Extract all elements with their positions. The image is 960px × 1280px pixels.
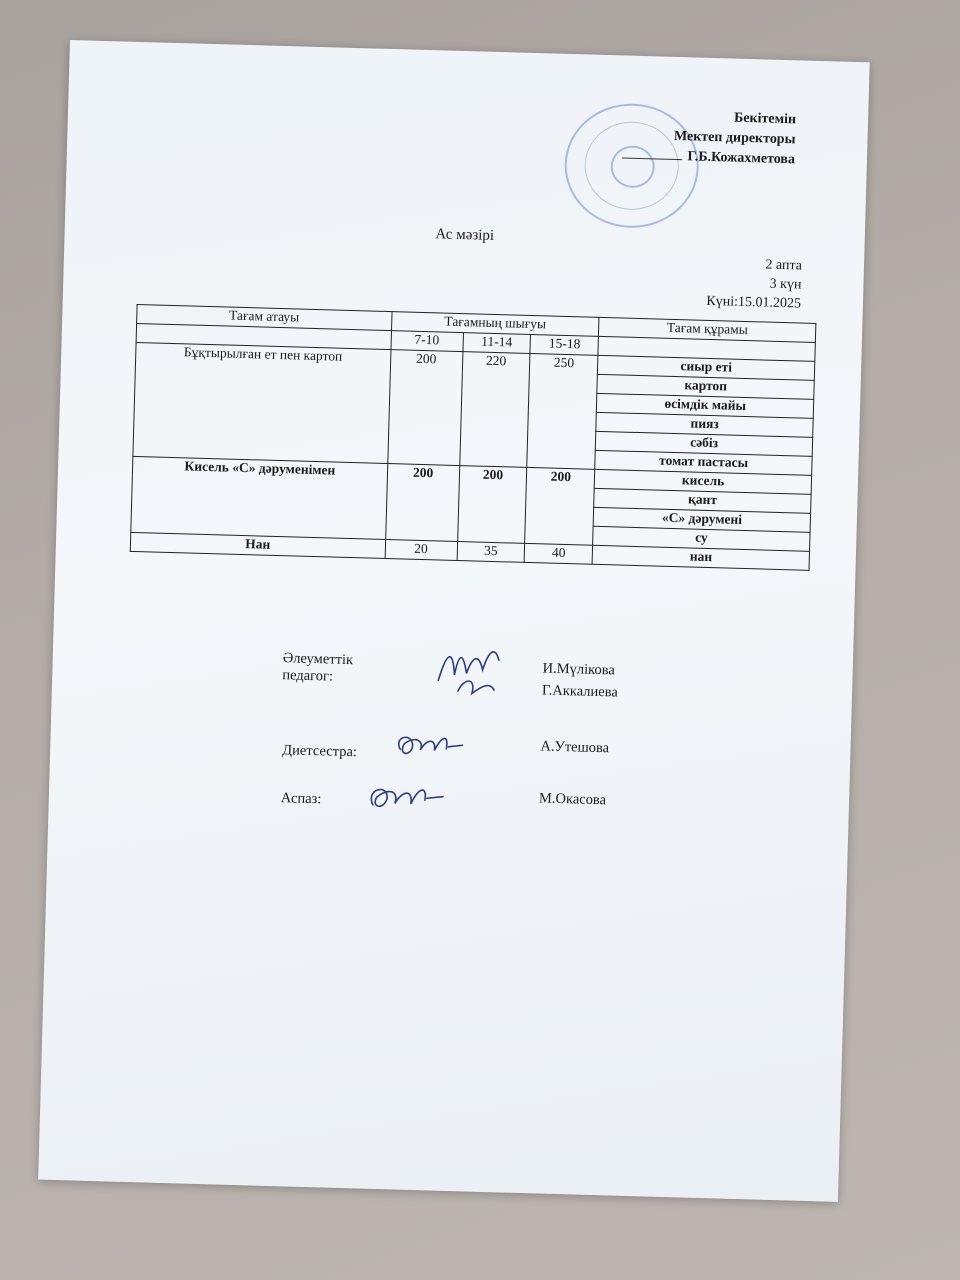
document-sheet <box>38 40 870 1202</box>
ingredient: өсімдік майы <box>597 393 814 418</box>
output-value: 200 <box>385 464 459 542</box>
output-value: 220 <box>459 352 530 468</box>
signature-row <box>281 650 619 728</box>
signer-name: И.Мүлікова <box>542 660 615 679</box>
signature-row <box>279 728 610 784</box>
output-value: 20 <box>385 539 457 560</box>
signer-name: А.Утешова <box>540 738 610 757</box>
output-value: 200 <box>457 466 527 544</box>
signature-row <box>278 784 607 840</box>
signature-role: Әлеуметтік педагог: <box>282 650 354 685</box>
week-label: 2 апта <box>765 257 803 274</box>
ingredient: томат пастасы <box>595 450 812 475</box>
age-group: 11-14 <box>462 333 530 354</box>
signer-name: Г.Аккалиева <box>541 682 619 701</box>
age-group: 7-10 <box>391 331 463 352</box>
ingredient: кисель <box>594 469 811 494</box>
output-value: 40 <box>524 543 592 564</box>
ingredient: картоп <box>597 374 814 399</box>
output-value: 200 <box>525 467 595 545</box>
document-title: Ас мәзірі <box>435 226 495 244</box>
day-label: 3 күн <box>769 276 802 293</box>
handwritten-signature-icon <box>390 725 471 767</box>
handwritten-signature-icon <box>432 640 514 702</box>
signature-role: Диетсестра: <box>282 742 358 761</box>
approval-block <box>621 105 796 170</box>
dish-name: Бұқтырылған ет пен картоп <box>133 342 391 463</box>
output-value: 35 <box>457 542 525 563</box>
header-dish: Тағам атауы <box>137 304 392 330</box>
ingredient: сәбіз <box>596 431 813 456</box>
ingredient: қант <box>594 488 811 513</box>
header-output: Тағамның шығуы <box>391 312 599 337</box>
approval-position: Мектеп директоры <box>673 128 796 148</box>
ingredient: су <box>593 526 810 551</box>
signatures-block <box>278 650 619 840</box>
handwritten-signature-icon <box>362 774 453 820</box>
ingredient: нан <box>592 545 809 570</box>
signature-role: Аспаз: <box>280 790 322 808</box>
ingredient: пияз <box>596 412 813 437</box>
approval-heading: Бекітемін <box>733 110 797 128</box>
date-info <box>706 254 802 314</box>
age-group: 15-18 <box>530 334 598 355</box>
dish-name: Нан <box>130 532 385 558</box>
ingredient: «С» дәрумені <box>593 507 810 532</box>
approval-signer: Г.Б.Кожахметова <box>621 145 795 170</box>
menu-table <box>130 304 817 571</box>
header-composition: Тағам құрамы <box>599 317 816 342</box>
date-label: Күні:15.01.2025 <box>706 293 802 312</box>
dish-name: Кисель «С» дәруменімен <box>131 456 388 539</box>
output-value: 200 <box>387 350 462 466</box>
signer-name: М.Окасова <box>538 790 607 809</box>
ingredient: сиыр еті <box>598 355 815 380</box>
output-value: 250 <box>527 353 598 469</box>
